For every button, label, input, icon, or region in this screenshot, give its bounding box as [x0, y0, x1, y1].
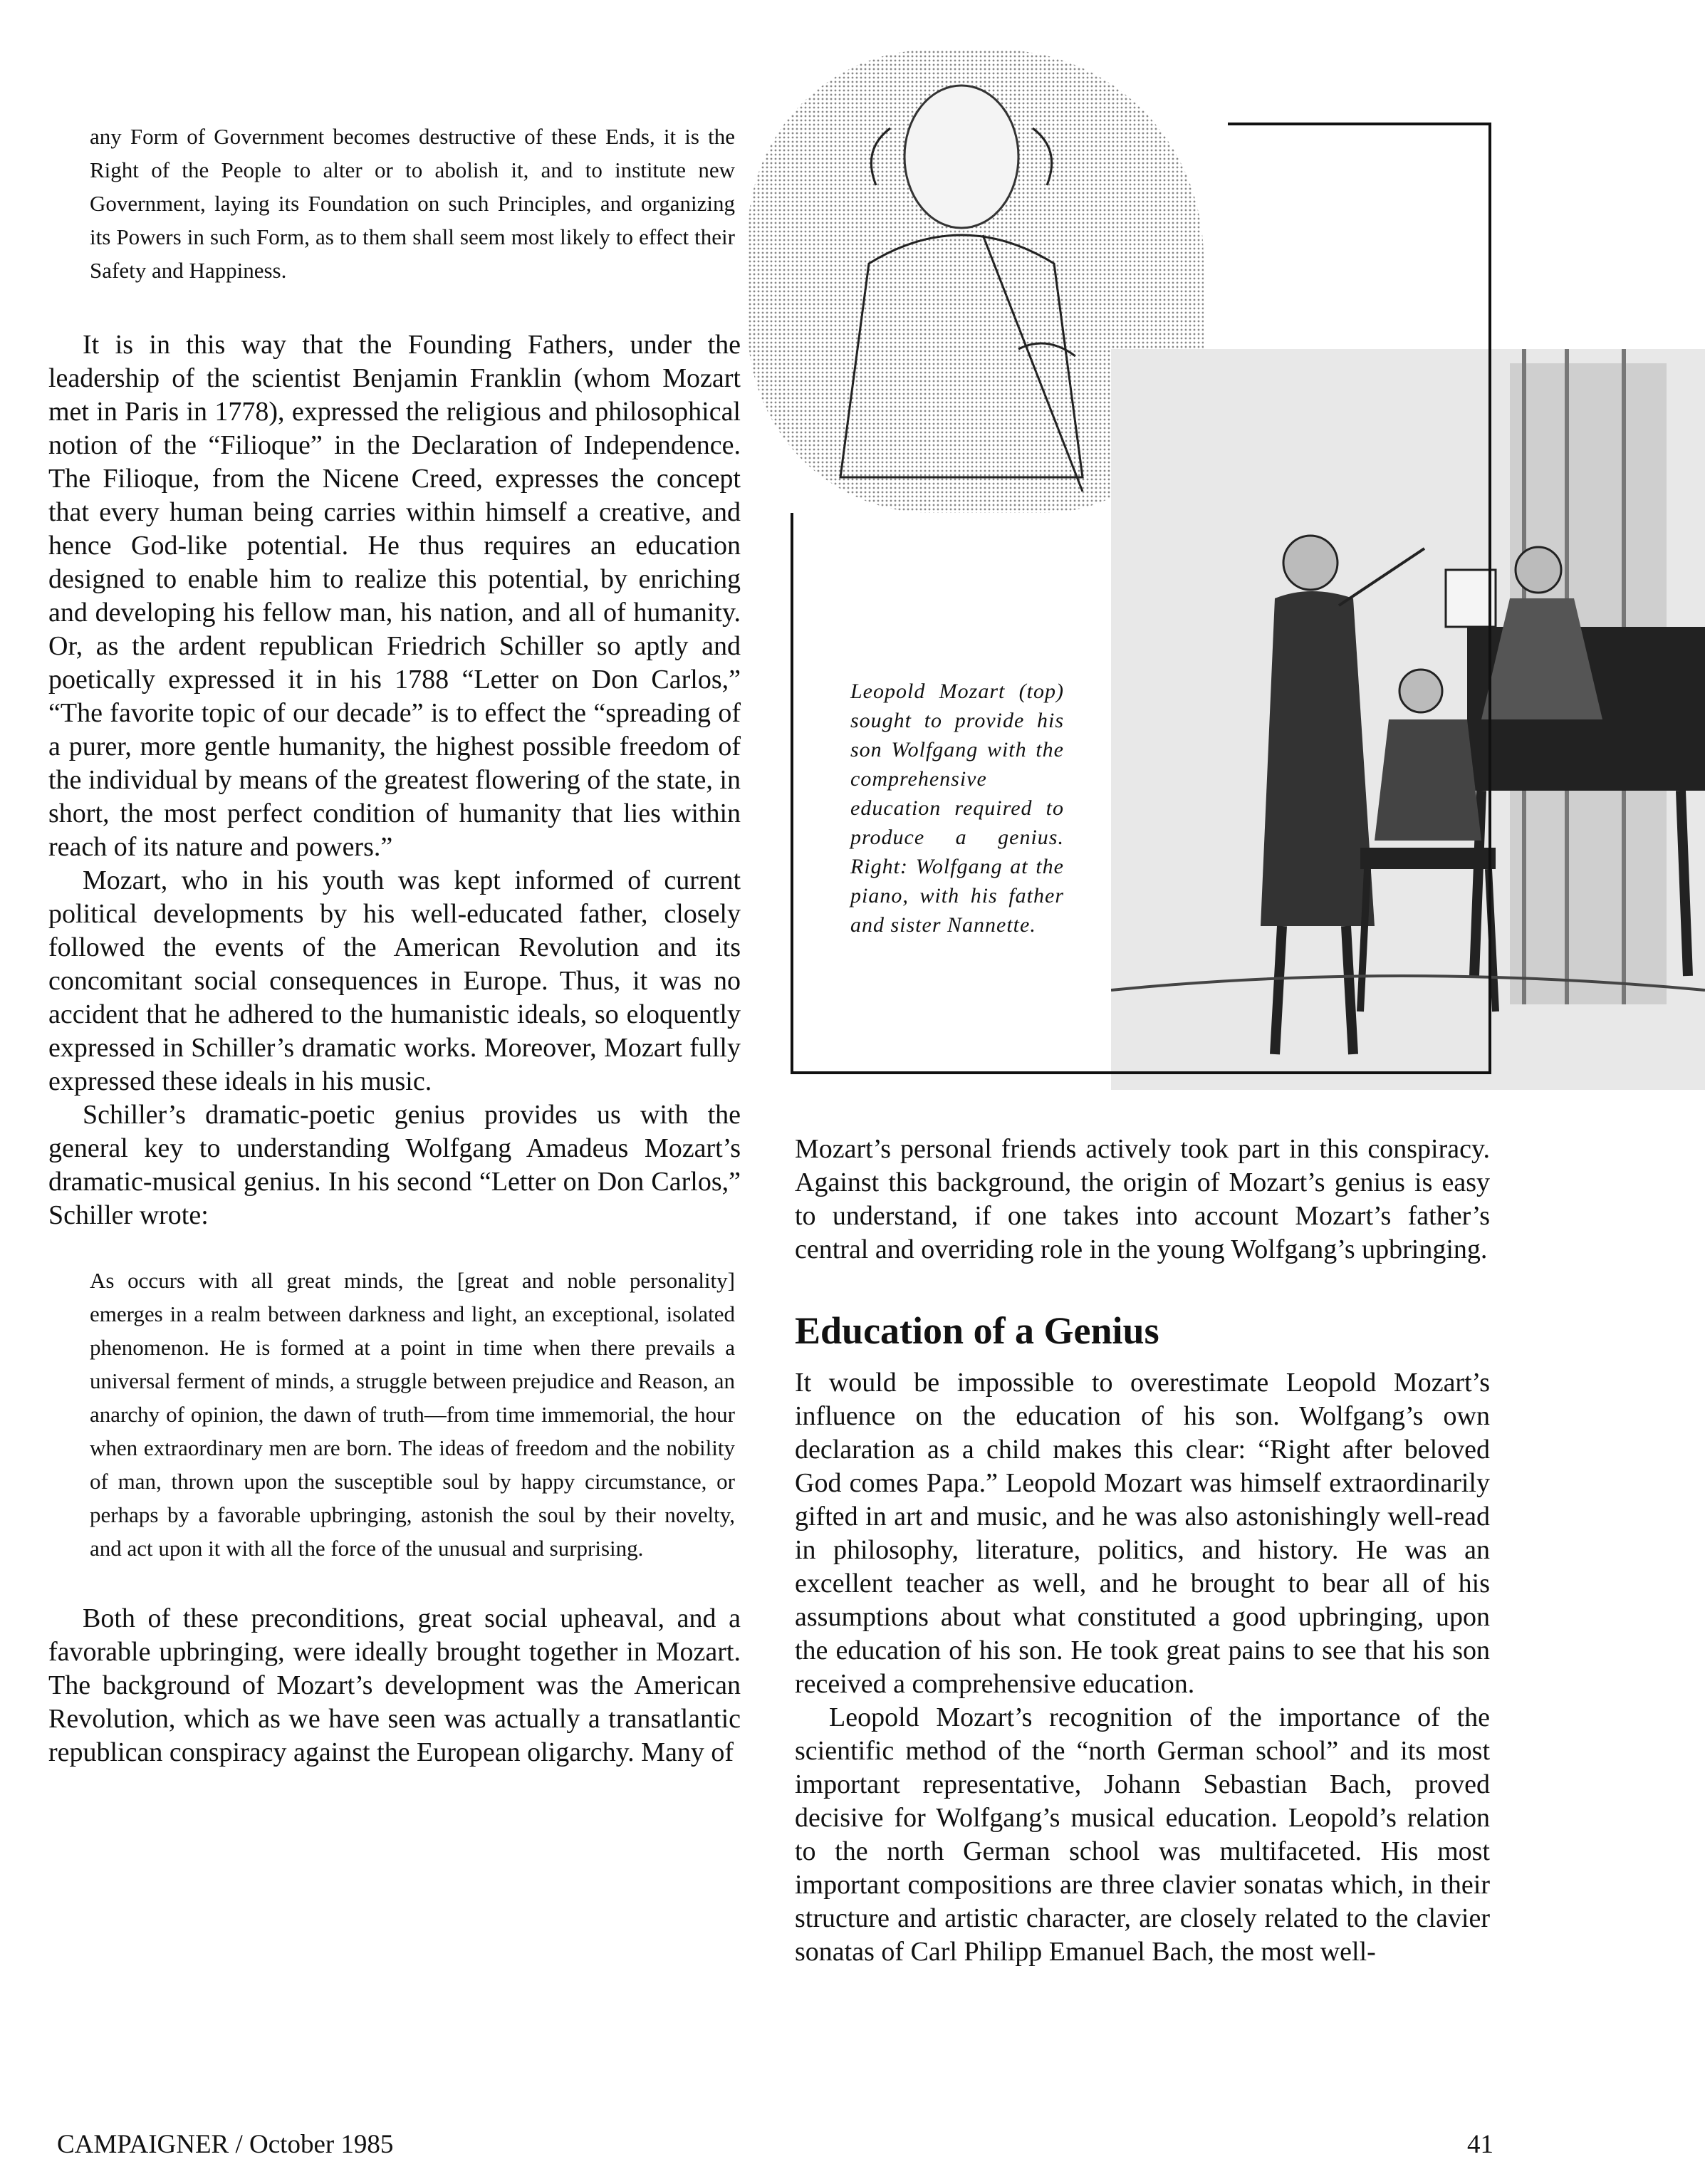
body-paragraph-north-german-school: Leopold Mozart’s recognition of the importance of the scientific method of the “north German school” and its most important representative, Johann Sebastian Bach, proved decisive for Wolfgang’s musical education. Leopold’s relation to the north German school was multifaceted. His most important compositions are three clavier sonatas which, in their structure and artistic character, are closely related to the clavier sonatas of Carl Philipp Emanuel Bach, the most well- [795, 1702, 1490, 1967]
body-paragraph-conspiracy: Mozart’s personal friends actively took part in this conspiracy. Against this background, the origin of Mozart’s genius is easy to understand, if one takes into account Mozart’s father’s central and overriding role in the young Wolfgang’s upbringing. [795, 1134, 1490, 1264]
left-column [48, 120, 741, 1769]
body-paragraph-leopold-influence: It would be impossible to overestimate Leopold Mozart’s influence on the education of his son. Wolfgang’s own declaration as a child makes this clear: “Right after beloved God comes Papa.” Leopold Mozart was himself extraordinarily gifted in art and music, and he was also astonishingly well-read in philosophy, literature, politics, and history. He was an excellent teacher as well, and he brought to bear all of his assumptions about what constituted a good upbringing, upon the education of his son. He took great pains to see that his son received a comprehensive education. [795, 1368, 1490, 1699]
section-heading: Education of a Genius [795, 1309, 1159, 1352]
frame-right-line [1488, 123, 1491, 1073]
body-paragraph-american-revolution: Mozart, who in his youth was kept informed of current political developments by his well-educated father, closely followed the events of the American Revolution and its concomitant social consequences in Europe. Thus, it was no accident that he adhered to the humanistic ideals, so eloquently expressed in Schiller’s dramatic works. Moreover, Mozart fully expressed these ideals in his music. [48, 865, 741, 1096]
mozart-family-engraving [1111, 349, 1705, 1090]
illustration-caption [850, 677, 1064, 940]
body-paragraph-schiller-key: Schiller’s dramatic-poetic genius provides us with the general key to understanding Wolfgang Amadeus Mozart’s dramatic-musical genius. In his second “Letter on Don Carlos,” Schiller wrote: [48, 1100, 741, 1230]
footer-publication: CAMPAIGNER / October 1985 [57, 2130, 394, 2159]
footer-page-number: 41 [1467, 2130, 1493, 2159]
right-column [795, 1133, 1490, 1969]
declaration-quote: any Form of Government becomes destructive of these Ends, it is the Right of the People to alter or to abolish it, and to institute new Government, laying its Foundation on such Principles, and organizing its Powers in such Form, as to them shall seem most likely to effect their Safety and Happiness. [90, 124, 735, 283]
caption-text: Leopold Mozart (top) sought to provide his son Wolfgang with the comprehensive education required to produce a genius. Right: Wolfgang at the piano, with his father and sister Nannette. [850, 680, 1064, 937]
schiller-quote: As occurs with all great minds, the [great and noble personality] emerges in a realm between darkness and light, an exceptional, isolated phenomenon. He is formed at a point in time when there prevails a universal ferment of minds, a struggle between prejudice and Reason, an anarchy of opinion, the dawn of truth—from time immemorial, the hour when extraordinary men are born. The ideas of freedom and the nobility of man, thrown upon the susceptible soul by happy circumstance, or perhaps by a favorable upbringing, astonish the soul by their novelty, and act upon it with all the force of the unusual and surprising. [90, 1268, 735, 1561]
frame-bottom-line [791, 1071, 1491, 1074]
body-paragraph-filioque: It is in this way that the Founding Fathers, under the leadership of the scientist Benjamin Franklin (whom Mozart met in Paris in 1778), expressed the religious and philosophical notion of the “Filioque” in the Declaration of Independence. The Filioque, from the Nicene Creed, expresses the concept that every human being carries within himself a creative, and hence God-like potential. He thus requires an education designed to enable him to realize this potential, by enriching and developing his fellow man, his nation, and all of humanity. Or, as the ardent republican Friedrich Schiller so aptly and poetically expressed it in his 1788 “Letter on Don Carlos,” “The favorite topic of our decade” is to effect the “spreading of a purer, more gentle humanity, the highest possible freedom of the individual by means of the greatest flowering of the state, in short, the most perfect condition of humanity that lies within reach of its nature and powers.” [48, 330, 741, 862]
frame-left-line [791, 513, 793, 1074]
body-paragraph-preconditions: Both of these preconditions, great social upheaval, and a favorable upbringing, were ideally brought together in Mozart. The background of Mozart’s development was the American Revolution, which as we have seen was actually a transatlantic republican conspiracy against the European oligarchy. Many of [48, 1603, 741, 1767]
frame-top-line [1228, 123, 1491, 125]
family-scene-icon [1111, 349, 1705, 1090]
